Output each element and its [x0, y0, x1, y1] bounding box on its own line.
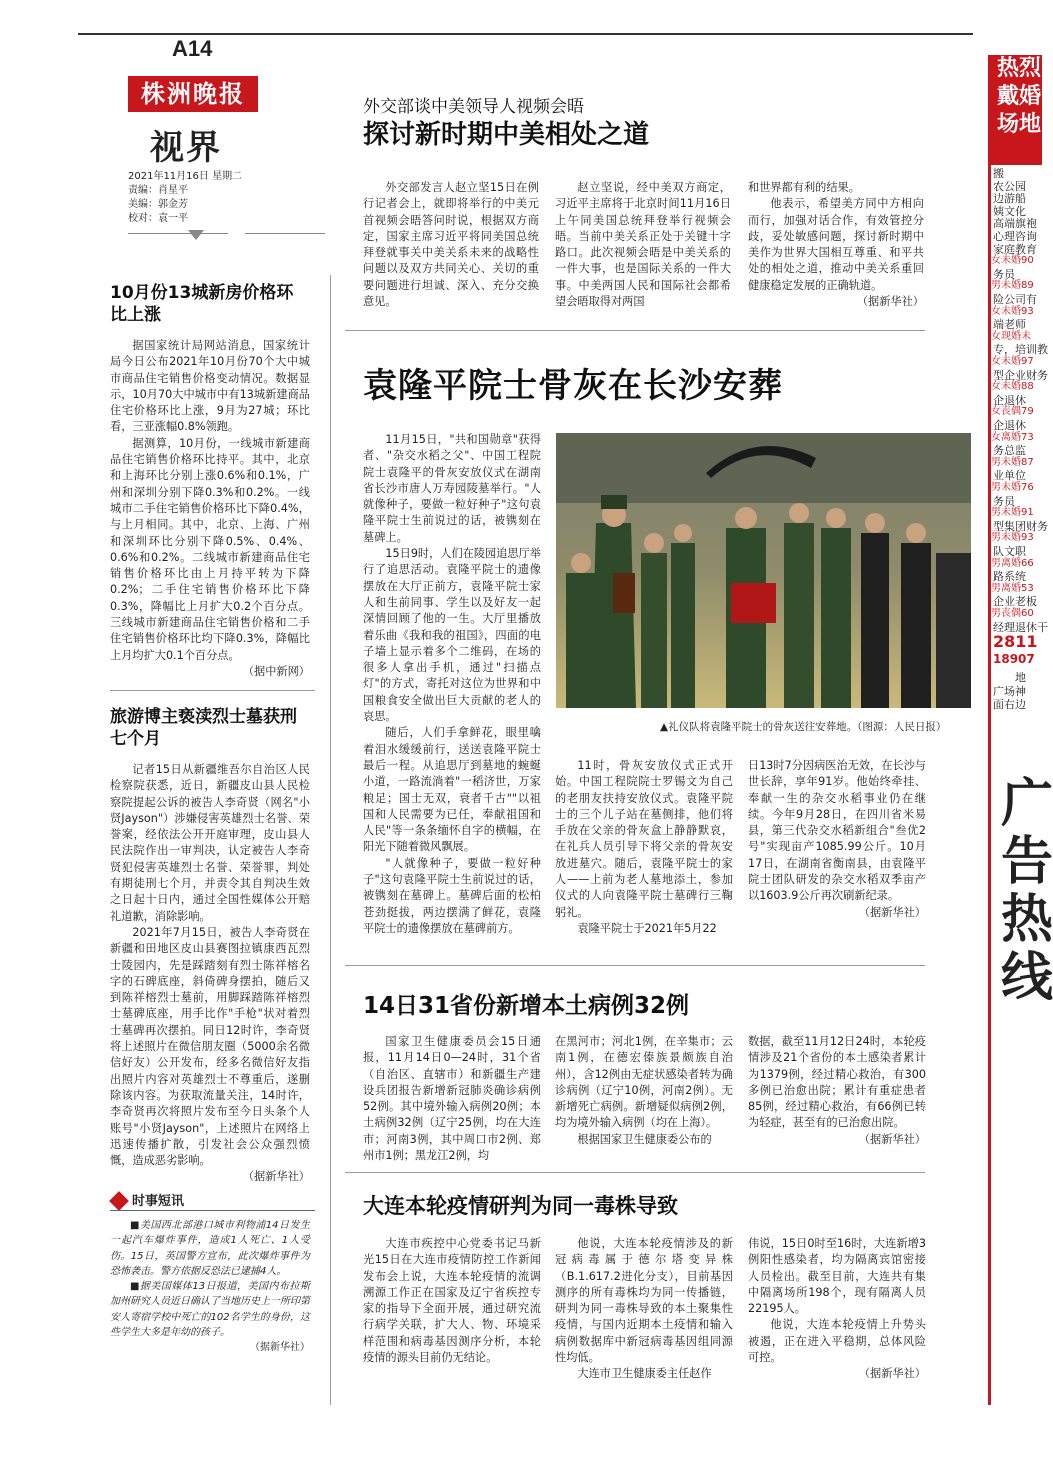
ad-line: 农公园 [993, 179, 1026, 193]
covid-headline: 14日31省份新增本土病例32例 [363, 993, 690, 1019]
column-divider [330, 275, 331, 1405]
ad-address-2: 面右边 [993, 698, 1026, 711]
housing-source: （据中新网） [242, 664, 310, 678]
proofreader-credit: 校对：袁一平 [128, 213, 188, 224]
date-line: 2021年11月16日 星期二 [128, 171, 243, 182]
briefs-body: ■美国西北部港口城市利物浦14日发生一起汽车爆炸事件，造成1人死亡、1人受伤。15日，英国警方宣布，此次爆炸事件为恐怖袭击。警方依据反恐法已逮捕4人。 ■据美国媒体13日报道，美国内布拉斯加州研究人员近日确认了当地历史上一所印第安人寄宿学校中死亡的102名学生的身份，这些学生大多是年幼的孩子。 （据新华社） [110, 1218, 310, 1356]
paper-logo: 株洲晚报 [128, 76, 258, 112]
ad-line: 家庭教育 [993, 242, 1037, 256]
covid-source: （据新华社） [858, 1132, 926, 1146]
top-rule [78, 33, 973, 35]
ad-line: 业单位 [993, 469, 1026, 483]
ad-line: 女未婚97 [991, 356, 1034, 367]
ad-line: 男离婚53 [991, 582, 1034, 594]
housing-body: 据国家统计局网站消息，国家统计局今日公布2021年10月份70个大中城市商品住宅销售价格变动情况。数据显示，10月70大中城市中有13城新建商品住宅价格环比上涨，9月为27城；环比看，三亚涨幅0.8%领跑。 据测算，10月份，一线城市新建商品住宅销售价格环比持平。其中，北京和上海环比分别上涨0.6%和0.1%，广州和深圳分别下降0.3%和0.2%。一线城市二手住宅销售价格环比下降0.4%，与上月相同。其中，北京、上海、广州和深圳环比分别下降0.5%、0.4%、0.6%和0.2%。二线城市新建商品住宅销售价格环比由上月持平转为下降0.2%；二手住宅销售价格环比下降0.3%，降幅比上月扩大0.2个百分点。三线城市新建商品住宅销售价格和二手住宅销售价格环比均下降0.3%，降幅比上月均扩大0.1个百分点。 （据中新网） [110, 338, 310, 680]
diplomacy-kicker: 外交部谈中美领导人视频会晤 [363, 97, 584, 117]
ad-line: 企退休 [993, 393, 1026, 407]
briefs-source: （据新华社） [250, 1342, 310, 1354]
section-divider [345, 1172, 925, 1173]
yuan-col-3: 日13时7分因病医治无效，在长沙与世长辞，享年91岁。他始终牵挂、奉献一生的杂交水稻事业仍在继续。今年9月28日，在四川省米易县，第三代杂交水稻新组合"叁优2号"实现亩产1085.99公斤。10月17日，在湖南省衡南县，由袁隆平院士团队研发的杂交水稻双季亩产以1603.9公斤再次刷新纪录。 （据新华社） [748, 758, 926, 921]
diplomacy-headline: 探讨新时期中美相处之道 [363, 120, 650, 150]
ad-line: 型企业财务 [993, 368, 1048, 382]
masthead-meta [128, 170, 242, 226]
ad-phone-1: 2811 [993, 632, 1038, 651]
section-divider [345, 330, 925, 331]
down-arrow-icon [188, 230, 204, 240]
ad-line: 搬 [993, 167, 1004, 180]
ad-address-label: 地 [1015, 671, 1026, 684]
covid-col-2: 在黑河市；河北1例，在辛集市；云南1例，在德宏傣族景颇族自治州），含12例由无症状感染者转为确诊病例（辽宁10例，河南2例）。无新增死亡病例。新增疑似病例2例，均为境外输入病例（均在上海）。 根据国家卫生健康委公布的 [555, 1035, 733, 1146]
ad-line: 女未婚93 [991, 305, 1034, 317]
funeral-photo-image [556, 433, 971, 708]
blogger-body: 记者15日从新疆维吾尔自治区人民检察院获悉，近日，新疆皮山县人民检察院提起公诉的被告人李奇贤（网名"小贤Jayson"）涉嫌侵害英雄烈士名誉、荣誉案，经依法公开开庭审理，皮山县人民法院作出一审判决，认定被告人李奇贤犯侵害英雄烈士名誉、荣誉罪，判处有期徒刑七个月，并责令其自判决生效之日起十日内，通过全国性媒体公开赔礼道歉，消除影响。 2021年7月15日，被告人李奇贤在新疆和田地区皮山县赛图拉镇康西瓦烈士陵园内，先是踩踏刻有烈士陈祥榕名字的石碑底座，斜倚碑身摆拍，随后又到陈祥榕烈士墓前，用脚踩踏陈祥榕烈士墓碑底座，用手比作"手枪"状对着烈士墓碑再次摆拍。同日12时许，李奇贤将上述照片在微信朋友圈（5000余名微信好友）公开发布，经多名微信好友指出照片内容对英雄烈士不尊重后，遂删除该内容。为获取流量关注，14时许，李奇贤再次将照片发布至今日头条个人账号"小贤Jayson"，上述照片在网络上迅速传播扩散，引发社会公众强烈愤慨，造成恶劣影响。 （据新华社） [110, 762, 310, 1186]
masthead-divider [245, 233, 325, 234]
ad-line: 男未婚91 [991, 507, 1034, 519]
ad-line: 男未婚76 [991, 482, 1034, 493]
ad-line: 女未婚88 [991, 381, 1034, 393]
page-number: A14 [172, 36, 213, 61]
ad-line: 男丧偶60 [991, 608, 1034, 619]
ad-line: 务员 [993, 267, 1015, 281]
dalian-headline: 大连本轮疫情研判为同一毒株导致 [363, 1194, 678, 1218]
diplomacy-source: （据新华社） [856, 295, 924, 309]
ad-line: 男未婚89 [991, 280, 1034, 292]
ad-line: 女离婚73 [991, 431, 1034, 443]
ad-line: 企退休 [993, 419, 1026, 432]
designer-credit: 美编：郭金芳 [128, 199, 188, 210]
diplomacy-col-3: 和世界都有利的结果。 他表示，希望美方同中方相向而行，加强对话合作，有效管控分歧，妥处敏感问题，探讨新时期中美作为世界大国相互尊重、和平共处的相处之道，推动中美关系重回健康稳定发展的正确轨道。 （据新华社） [748, 180, 924, 310]
brief-marker-icon [109, 1191, 129, 1211]
yuan-headline: 袁隆平院士骨灰在长沙安葬 [363, 366, 783, 406]
photo-caption: ▲礼仪队将袁隆平院士的骨灰送往安葬地。（图源：人民日报） [660, 721, 947, 733]
covid-col-3: 数据，截至11月12日24时，本轮疫情涉及21个省份的本土感染者累计为1379例，经过精心救治，有300多例已治愈出院；累计有重症患者85例，经过精心救治，有66例已转为轻症，甚至有的已治愈出院。 （据新华社） [748, 1034, 926, 1148]
dalian-source: （据新华社） [858, 1367, 926, 1381]
yuan-source: （据新华社） [858, 905, 926, 919]
blogger-headline: 旅游博主亵渎烈士墓获刑七个月 [110, 707, 297, 749]
briefs-rule [110, 1210, 315, 1211]
diplomacy-col-2: 赵立坚说，经中美双方商定，习近平主席将于北京时间11月16日上午同美国总统拜登举行视频会晤。当前中美关系正处于关键十字路口。此次视频会晤是中美关系的一件大事，也是国际关系的一件大事。中美两国人民和国际社会都希望会晤取得对两国 [555, 181, 731, 309]
ad-address-1: 广场神 [993, 685, 1026, 698]
yuan-col-2: 11时，骨灰安放仪式正式开始。中国工程院院士罗锡文为自己的老朋友扶持安放仪式。袁隆平院士的三个儿子站在墓侧排，他们将手放在父亲的骨灰盒上静静默哀，在礼兵人员引导下将父亲的骨灰安放进墓穴。随后，袁隆平院士的家人——上前为老人墓地添土，参加仪式的人向袁隆平院士墓碑行三鞠躬礼。 袁隆平院士于2021年5月22 [555, 759, 733, 935]
section-title: 视界 [150, 128, 222, 168]
ad-strip [988, 55, 1053, 1405]
editor-credit: 责编：肖星平 [128, 185, 188, 196]
ad-line: 女现婚未 [991, 330, 1031, 342]
ad-line: 险公司有 [993, 293, 1037, 306]
ad-line: 男离婚66 [991, 557, 1034, 569]
section-divider [110, 690, 315, 691]
ad-phone-2: 18907 [993, 652, 1035, 666]
ad-line: 端老师 [993, 318, 1026, 332]
ad-hotline-text: 广告热线 [1001, 773, 1053, 1008]
section-divider [345, 965, 925, 966]
ad-line: 队文职 [993, 545, 1026, 558]
blogger-source: （据新华社） [242, 1170, 310, 1184]
ad-line: 心理咨询 [993, 230, 1037, 243]
ad-line: 姨文化 [993, 204, 1026, 218]
ad-line: 型集团财务 [993, 519, 1048, 533]
diplomacy-col-1: 外交部发言人赵立坚15日在例行记者会上，就即将举行的中美元首视频会晤答问时说，根据双方商定，国家主席习近平将同美国总统拜登就事关中美关系未来的战略性问题以及双方共同关心、关切的重要问题进行坦诚、深入、充分交换意见。 [363, 181, 539, 309]
dalian-col-2: 他说，大连本轮疫情涉及的新冠病毒属于德尔塔变异株（B.1.617.2进化分支），目前基因测序的所有毒株均为同一传播链，研判为同一毒株导致的本土聚集性疫情，与国内近期本土疫情和输入病例数据库中新冠病毒基因组同源性均低。 大连市卫生健康委主任赵作 [555, 1237, 733, 1381]
yuan-col-1: 11月15日，"共和国勋章"获得者、"杂交水稻之父"、中国工程院院士袁隆平的骨灰安放仪式在湖南省长沙市唐人万寿园陵墓举行。"人就像种子，要做一粒好种子"这句袁隆平院士生前说过的话，被镌刻在墓碑上。 15日9时，人们在陵园追思厅举行了追思活动。袁隆平院士的遗像摆放在大厅正前方，袁隆平院士家人和生前同事、学生以及好友一起深情回顾了他的一生。大厅里播放着乐曲《我和我的祖国》，四面的电子墙上显示着多个二维码，在场的很多人拿出手机，通过"扫描点灯"的方式，寄托对这位为世界和中国粮食安全做出巨大贡献的老人的哀思。 随后，人们手拿鲜花，眼里噙着泪水缓缓前行，送送袁隆平院士最后一程。从追思厅到墓地的蜿蜒小道，一路流淌着"一稻济世，万家粮足；国士无双，衰者千古""以祖国和人民需要为已任，奉献祖国和人民"等一条条缅怀自字的横幅，在阳光下随着微风飘展。 "人就像种子，要做一粒好种子"这句袁隆平院士生前说过的话，被镌刻在墓碑上。墓碑后面的松柏苍劲挺拔，两边摆满了鲜花，袁隆平院士的遗像摆放在墓碑前方。 [363, 433, 541, 935]
ad-line: 务总监 [993, 444, 1026, 458]
ad-line: 路系统 [993, 570, 1026, 584]
ad-line: 高端旗袍 [993, 217, 1037, 231]
ad-line: 女未婚90 [991, 255, 1034, 267]
ad-line: 经理退休干 [993, 620, 1048, 634]
masthead-divider [128, 233, 228, 234]
covid-col-1: 国家卫生健康委员会15日通报，11月14日0—24时，31个省（自治区、直辖市）和新疆生产建设兵团报告新增新冠肺炎确诊病例52例。其中境外输入病例20例；本土病例32例（辽宁25例，均在大连市；河南3例，其中周口市2例、郑州市1例；黑龙江2例，均 [363, 1035, 541, 1163]
dalian-col-3: 伟说，15日0时至16时，大连新增3例阳性感染者，均为隔离宾馆密接人员检出。截至目前，大连共有集中隔离场所198个，现有隔离人员22195人。 他说，大连本轮疫情上升势头被遏，正在进入平稳期，总体风险可控。 （据新华社） [748, 1236, 926, 1383]
ad-line: 企业老板 [993, 595, 1037, 609]
briefs-label: 时事短讯 [132, 1194, 185, 1209]
ad-line: 专，培训教 [993, 343, 1048, 357]
ad-line: 男未婚87 [991, 456, 1034, 468]
ad-line: 边游船 [993, 192, 1026, 206]
housing-headline: 10月份13城新房价格环比上涨 [110, 283, 294, 325]
ad-line: 男未婚93 [991, 532, 1034, 544]
ad-line: 务员 [993, 494, 1015, 508]
ad-line: 女丧偶79 [991, 406, 1034, 418]
ad-banner: 热烈戴婚场地 [991, 55, 1042, 165]
dalian-col-1: 大连市疾控中心党委书记马新光15日在大连市疫情防控工作新闻发布会上说，大连本轮疫情的流调溯源工作正在国家及辽宁省疾控专家的指导下全面开展，通过研究流行病学关联，扩大人、物、环境采样范围和病毒基因测序分析，本轮疫情的源头目前仍无结论。 [363, 1237, 541, 1365]
funeral-photo [556, 433, 971, 708]
